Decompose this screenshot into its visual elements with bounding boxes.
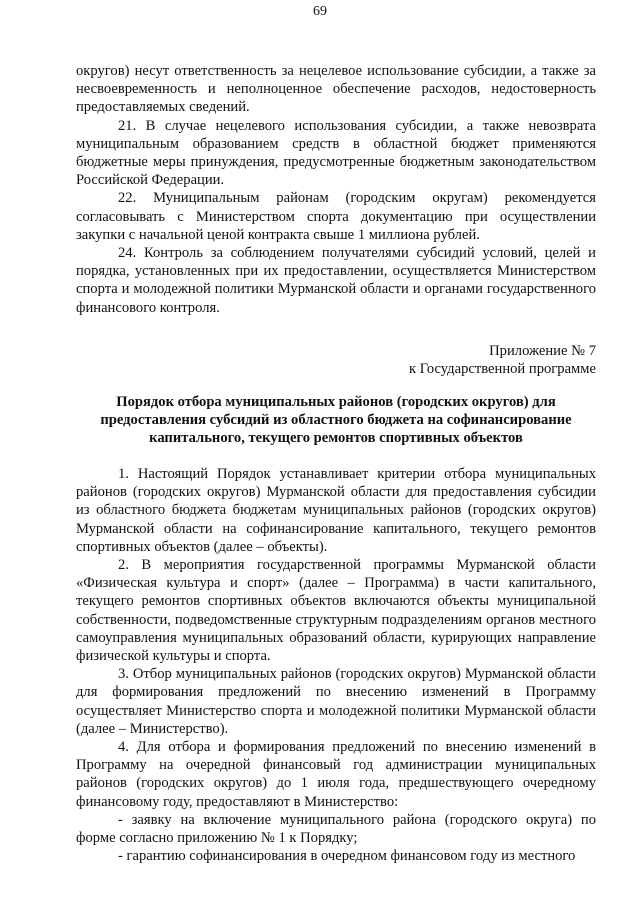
appendix-reference: к Государственной программе (408, 361, 596, 378)
list-item-guarantee: - гарантию софинансирования в очередном финансовом году из местного (118, 848, 576, 865)
page-number: 69 (313, 4, 327, 19)
paragraph-1: 1. Настоящий Порядок устанавливает критерии отбора муниципальных районов (городских округов) Мурманской области для предоставления субсидии из областного бюджета бюджетам муниципальных районов (городских округов) Мурманской области на софинансирование капитального, текущего ремонтов спортивных объектов (далее – объекты). (76, 466, 596, 555)
paragraph-3: 3. Отбор муниципальных районов (городских округов) Мурманской области для формирования предложений по внесению изменений в Программу осуществляет Министерство спорта и молодежной политики Мурманской области (далее – Министерство). (76, 666, 596, 737)
paragraph-4: 4. Для отбора и формирования предложений по внесению изменений в Программу на очередной финансовый год администрации муниципальных районов (городских округов) до 1 июля года, предшествующего очередному финансовому году, предоставляют в Министерство: (76, 739, 596, 810)
paragraph-21: 21. В случае нецелевого использования субсидии, а также невозврата муниципальным образованием средств в областной бюджет применяются бюджетные меры принуждения, предусмотренные бюджетным законодательством Российской Федерации. (76, 117, 596, 189)
section-title-line-1: Порядок отбора муниципальных районов (городских округов) для (116, 394, 556, 410)
appendix-number: Приложение № 7 (489, 343, 596, 359)
text-block-bottom (76, 465, 596, 865)
paragraph-24: 24. Контроль за соблюдением получателями субсидий условий, целей и порядка, установленных при их предоставлении, осуществляется Министерством спорта и молодежной политики Мурманской области и органами государственного финансового контроля. (76, 245, 596, 316)
section-title-line-3: капитального, текущего ремонтов спортивных объектов (149, 430, 523, 447)
list-item-application: - заявку на включение муниципального района (городского округа) по форме согласно приложению № 1 к Порядку; (76, 811, 596, 847)
paragraph-continuation: округов) несут ответственность за нецелевое использование субсидии, а также за несвоевременность и неполноценное обеспечение расходов, недостоверность предоставляемых сведений. (76, 63, 596, 116)
paragraph-2: 2. В мероприятия государственной программы Мурманской области «Физическая культура и спорт» (далее – Программа) в части капитального, текущего ремонтов спортивных объектов включаются объекты муниципальной собственности, подведомственные структурным подразделениям органов местного самоуправления муниципальных образований области, курирующих направление физической культуры и спорта. (76, 557, 596, 665)
appendix-label (76, 342, 596, 378)
section-title (76, 393, 596, 448)
paragraph-22: 22. Муниципальным районам (городским округам) рекомендуется согласовывать с Министерством спорта документацию при осуществлении закупки с начальной ценой контракта свыше 1 миллиона рублей. (76, 190, 596, 243)
text-block-top (76, 62, 596, 317)
section-title-line-2: предоставления субсидий из областного бюджета на софинансирование (100, 412, 572, 429)
